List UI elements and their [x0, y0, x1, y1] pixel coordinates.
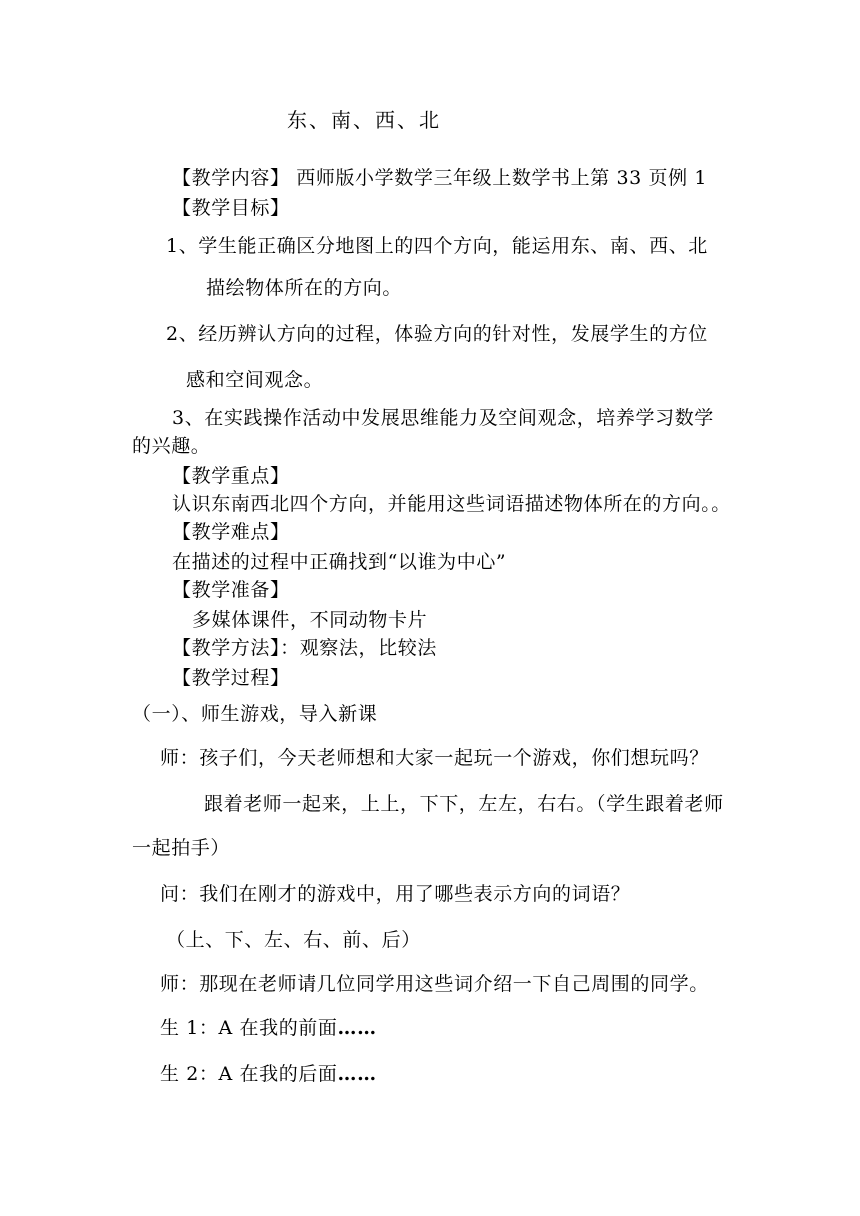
method-line: 【教学方法】：观察法，比较法: [172, 637, 437, 659]
paragraph: 跟着老师一起来，上上，下下，左左，右右。（学生跟着老师: [204, 793, 724, 815]
difficulty-text: 在描述的过程中正确找到“以谁为中心”: [172, 551, 507, 573]
paragraph: 师：那现在老师请几位同学用这些词介绍一下自己周围的同学。: [160, 973, 709, 995]
objective-2a: 2、经历辨认方向的过程，体验方向的针对性，发展学生的方位: [166, 323, 708, 345]
objective-2b: 感和空间观念。: [186, 369, 324, 391]
prep-text: 多媒体课件，不同动物卡片: [192, 609, 428, 631]
objective-1a: 1、学生能正确区分地图上的四个方向，能运用东、南、西、北: [166, 235, 708, 257]
prep-heading: 【教学准备】: [172, 579, 290, 601]
paragraph: 问：我们在刚才的游戏中，用了哪些表示方向的词语？: [160, 883, 631, 905]
ellipsis: ……: [337, 1063, 377, 1085]
section-heading: （一）、师生游戏，导入新课: [132, 703, 378, 725]
document-title: 东、南、西、北: [287, 108, 441, 132]
paragraph: 师：孩子们，今天老师想和大家一起玩一个游戏，你们想玩吗？: [160, 747, 709, 769]
ellipsis: ……: [337, 1017, 377, 1039]
student-line-2: [160, 1062, 377, 1086]
difficulty-heading: 【教学难点】: [172, 521, 290, 543]
student-line-1-text: 生 1：A 在我的前面: [160, 1017, 338, 1039]
objective-3a: 3、在实践操作活动中发展思维能力及空间观念，培养学习数学: [172, 407, 714, 429]
key-text: 认识东南西北四个方向，并能用这些词语描述物体所在的方向。。: [172, 493, 731, 515]
key-heading: 【教学重点】: [172, 465, 290, 487]
objective-1b: 描绘物体所在的方向。: [206, 277, 403, 299]
process-heading: 【教学过程】: [172, 667, 290, 689]
objectives-heading: 【教学目标】: [172, 197, 290, 219]
student-line-1: [160, 1016, 377, 1040]
content-line: 【教学内容】 西师版小学数学三年级上数学书上第 33 页例 1: [172, 167, 708, 189]
objective-3b: 的兴趣。: [132, 435, 211, 457]
student-line-2-text: 生 2：A 在我的后面: [160, 1063, 338, 1085]
paragraph: （上、下、左、右、前、后）: [166, 929, 421, 951]
paragraph: 一起拍手）: [132, 837, 231, 859]
